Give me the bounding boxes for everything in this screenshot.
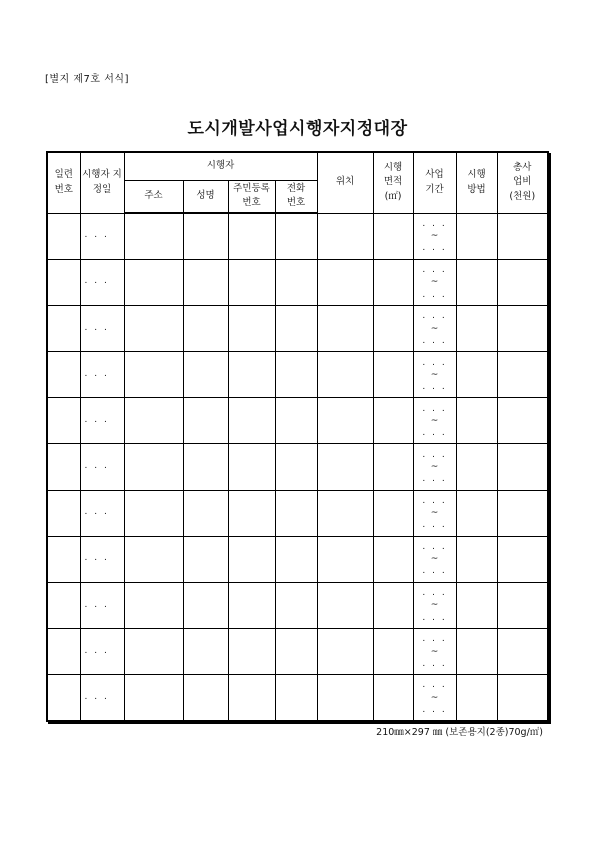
method-cell[interactable] <box>456 582 497 628</box>
total-cost-cell[interactable] <box>497 444 548 490</box>
period-cell[interactable] <box>413 582 456 628</box>
total-cost-cell[interactable] <box>497 675 548 721</box>
designation-ledger-table <box>46 151 549 722</box>
header-row <box>47 152 548 180</box>
total-cost-cell[interactable] <box>497 352 548 398</box>
table-row <box>47 259 548 305</box>
method-cell[interactable] <box>456 675 497 721</box>
period-end-text: . . . <box>422 335 447 346</box>
address-cell[interactable] <box>124 629 183 675</box>
resident-number-cell[interactable] <box>228 213 275 259</box>
address-cell[interactable] <box>124 444 183 490</box>
form-number-label: [별지 제7호 서식] <box>45 74 129 85</box>
resident-number-cell[interactable] <box>228 306 275 352</box>
period-end-text: . . . <box>422 612 447 623</box>
designation-date-cell[interactable]: . . . <box>80 629 124 675</box>
table-row <box>47 444 548 490</box>
method-cell[interactable] <box>456 398 497 444</box>
period-cell[interactable] <box>413 306 456 352</box>
period-start-text: . . . <box>422 634 447 645</box>
table-row <box>47 306 548 352</box>
period-cell[interactable] <box>413 398 456 444</box>
total-cost-cell[interactable] <box>497 398 548 444</box>
location-cell[interactable] <box>317 259 373 305</box>
total-cost-cell[interactable] <box>497 213 548 259</box>
designation-date-cell[interactable]: . . . <box>80 582 124 628</box>
period-sep-text: ~ <box>430 600 439 611</box>
name-cell[interactable] <box>183 398 228 444</box>
period-cell[interactable] <box>413 259 456 305</box>
serial-number-cell[interactable] <box>47 490 80 536</box>
address-cell[interactable] <box>124 306 183 352</box>
method-cell[interactable] <box>456 490 497 536</box>
header-area: 시행 면적 (㎡) <box>373 152 413 213</box>
serial-number-cell[interactable] <box>47 306 80 352</box>
resident-number-cell[interactable] <box>228 444 275 490</box>
name-cell[interactable] <box>183 582 228 628</box>
table-row <box>47 629 548 675</box>
area-cell[interactable] <box>373 306 413 352</box>
area-cell[interactable] <box>373 444 413 490</box>
serial-number-cell[interactable] <box>47 398 80 444</box>
phone-cell[interactable] <box>275 352 317 398</box>
total-cost-cell[interactable] <box>497 536 548 582</box>
area-cell[interactable] <box>373 536 413 582</box>
location-cell[interactable] <box>317 675 373 721</box>
period-end-text: . . . <box>422 474 447 485</box>
area-cell[interactable] <box>373 582 413 628</box>
period-sep-text: ~ <box>430 323 439 334</box>
table-row <box>47 398 548 444</box>
resident-number-cell[interactable] <box>228 398 275 444</box>
area-cell[interactable] <box>373 490 413 536</box>
period-sep-text: ~ <box>430 554 439 565</box>
phone-cell[interactable] <box>275 306 317 352</box>
period-start-text: . . . <box>422 311 447 322</box>
total-cost-cell[interactable] <box>497 629 548 675</box>
phone-cell[interactable] <box>275 536 317 582</box>
address-cell[interactable] <box>124 259 183 305</box>
resident-number-cell[interactable] <box>228 675 275 721</box>
serial-number-cell[interactable] <box>47 675 80 721</box>
phone-cell[interactable] <box>275 675 317 721</box>
period-start-text: . . . <box>422 680 447 691</box>
phone-cell[interactable] <box>275 582 317 628</box>
area-cell[interactable] <box>373 352 413 398</box>
table-row <box>47 352 548 398</box>
address-cell[interactable] <box>124 536 183 582</box>
total-cost-cell[interactable] <box>497 490 548 536</box>
location-cell[interactable] <box>317 306 373 352</box>
period-start-text: . . . <box>422 449 447 460</box>
resident-number-cell[interactable] <box>228 259 275 305</box>
area-cell[interactable] <box>373 629 413 675</box>
header-resident-number: 주민등록 번호 <box>228 180 275 213</box>
designation-date-cell[interactable]: . . . <box>80 352 124 398</box>
serial-number-cell[interactable] <box>47 352 80 398</box>
name-cell[interactable] <box>183 629 228 675</box>
period-sep-text: ~ <box>430 277 439 288</box>
period-sep-text: ~ <box>430 646 439 657</box>
location-cell[interactable] <box>317 398 373 444</box>
ledger-body <box>47 213 548 721</box>
period-sep-text: ~ <box>430 461 439 472</box>
name-cell[interactable] <box>183 675 228 721</box>
period-end-text: . . . <box>422 243 447 254</box>
address-cell[interactable] <box>124 675 183 721</box>
location-cell[interactable] <box>317 536 373 582</box>
period-end-text: . . . <box>422 427 447 438</box>
period-sep-text: ~ <box>430 369 439 380</box>
period-end-text: . . . <box>422 520 447 531</box>
period-cell[interactable] <box>413 536 456 582</box>
name-cell[interactable] <box>183 352 228 398</box>
address-cell[interactable] <box>124 352 183 398</box>
period-start-text: . . . <box>422 265 447 276</box>
period-cell[interactable] <box>413 629 456 675</box>
designation-date-cell[interactable]: . . . <box>80 306 124 352</box>
serial-number-cell[interactable] <box>47 629 80 675</box>
period-end-text: . . . <box>422 704 447 715</box>
total-cost-cell[interactable] <box>497 582 548 628</box>
method-cell[interactable] <box>456 444 497 490</box>
name-cell[interactable] <box>183 213 228 259</box>
location-cell[interactable] <box>317 444 373 490</box>
name-cell[interactable] <box>183 490 228 536</box>
name-cell[interactable] <box>183 536 228 582</box>
phone-cell[interactable] <box>275 398 317 444</box>
location-cell[interactable] <box>317 629 373 675</box>
designation-date-cell[interactable]: . . . <box>80 675 124 721</box>
document-title: 도시개발사업시행자지정대장 <box>187 119 408 139</box>
table-row <box>47 582 548 628</box>
area-cell[interactable] <box>373 398 413 444</box>
designation-date-cell[interactable]: . . . <box>80 213 124 259</box>
header-operator-group: 시행자 <box>124 152 317 180</box>
method-cell[interactable] <box>456 213 497 259</box>
resident-number-cell[interactable] <box>228 536 275 582</box>
paper-spec-note: 210㎜×297 ㎜ (보존용지(2종)70g/㎡) <box>376 727 543 738</box>
resident-number-cell[interactable] <box>228 490 275 536</box>
serial-number-cell[interactable] <box>47 582 80 628</box>
designation-date-cell[interactable]: . . . <box>80 398 124 444</box>
phone-cell[interactable] <box>275 213 317 259</box>
header-name: 성명 <box>183 180 228 213</box>
period-cell[interactable] <box>413 490 456 536</box>
location-cell[interactable] <box>317 213 373 259</box>
header-serial-number: 일련 번호 <box>47 152 80 213</box>
period-cell[interactable] <box>413 675 456 721</box>
period-start-text: . . . <box>422 357 447 368</box>
designation-date-cell[interactable]: . . . <box>80 536 124 582</box>
total-cost-cell[interactable] <box>497 259 548 305</box>
method-cell[interactable] <box>456 306 497 352</box>
phone-cell[interactable] <box>275 490 317 536</box>
designation-date-cell[interactable]: . . . <box>80 490 124 536</box>
area-cell[interactable] <box>373 675 413 721</box>
period-start-text: . . . <box>422 542 447 553</box>
area-cell[interactable] <box>373 259 413 305</box>
table-row <box>47 490 548 536</box>
phone-cell[interactable] <box>275 444 317 490</box>
header-method: 시행 방법 <box>456 152 497 213</box>
period-start-text: . . . <box>422 588 447 599</box>
location-cell[interactable] <box>317 582 373 628</box>
period-start-text: . . . <box>422 219 447 230</box>
period-end-text: . . . <box>422 658 447 669</box>
name-cell[interactable] <box>183 444 228 490</box>
location-cell[interactable] <box>317 352 373 398</box>
area-cell[interactable] <box>373 213 413 259</box>
phone-cell[interactable] <box>275 629 317 675</box>
address-cell[interactable] <box>124 490 183 536</box>
serial-number-cell[interactable] <box>47 259 80 305</box>
address-cell[interactable] <box>124 582 183 628</box>
serial-number-cell[interactable] <box>47 444 80 490</box>
period-end-text: . . . <box>422 381 447 392</box>
header-period: 사업 기간 <box>413 152 456 213</box>
designation-date-cell[interactable]: . . . <box>80 259 124 305</box>
period-start-text: . . . <box>422 496 447 506</box>
resident-number-cell[interactable] <box>228 582 275 628</box>
period-cell[interactable] <box>413 444 456 490</box>
table-row <box>47 536 548 582</box>
serial-number-cell[interactable] <box>47 536 80 582</box>
total-cost-cell[interactable] <box>497 306 548 352</box>
method-cell[interactable] <box>456 629 497 675</box>
header-phone: 전화 번호 <box>275 180 317 213</box>
method-cell[interactable] <box>456 259 497 305</box>
period-start-text: . . . <box>422 403 447 414</box>
period-end-text: . . . <box>422 566 447 577</box>
resident-number-cell[interactable] <box>228 352 275 398</box>
name-cell[interactable] <box>183 259 228 305</box>
header-designation-date: 시행자 지 정일 <box>80 152 124 213</box>
table-row <box>47 675 548 721</box>
header-total-cost: 총사 업비 (천원) <box>497 152 548 213</box>
period-sep-text: ~ <box>430 508 439 519</box>
method-cell[interactable] <box>456 352 497 398</box>
method-cell[interactable] <box>456 536 497 582</box>
serial-number-cell[interactable] <box>47 213 80 259</box>
period-cell[interactable] <box>413 352 456 398</box>
period-sep-text: ~ <box>430 231 439 242</box>
header-location: 위치 <box>317 152 373 213</box>
period-sep-text: ~ <box>430 692 439 703</box>
phone-cell[interactable] <box>275 259 317 305</box>
header-address: 주소 <box>124 180 183 213</box>
location-cell[interactable] <box>317 490 373 536</box>
table-row <box>47 213 548 259</box>
name-cell[interactable] <box>183 306 228 352</box>
designation-date-cell[interactable]: . . . <box>80 444 124 490</box>
resident-number-cell[interactable] <box>228 629 275 675</box>
period-sep-text: ~ <box>430 415 439 426</box>
period-cell[interactable] <box>413 213 456 259</box>
address-cell[interactable] <box>124 213 183 259</box>
address-cell[interactable] <box>124 398 183 444</box>
period-end-text: . . . <box>422 289 447 300</box>
